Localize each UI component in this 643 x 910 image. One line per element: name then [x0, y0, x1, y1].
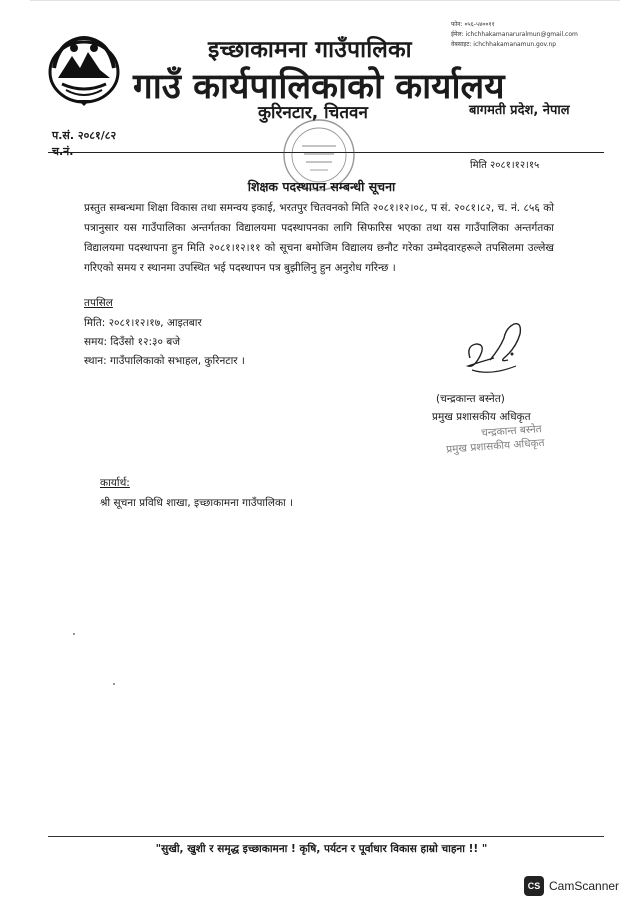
page-top-edge	[30, 0, 620, 7]
signatory-name: (चन्द्रकान्त बस्नेत)	[436, 393, 505, 405]
office-name: इच्छाकामना गाउँपालिका	[208, 37, 412, 63]
cc-recipient: श्री सूचना प्रविधि शाखा, इच्छाकामना गाउँपालिका ।	[100, 497, 294, 509]
detail-date: मिति: २०८१।१२।१७, आइतबार	[84, 317, 202, 329]
camscanner-watermark	[524, 876, 619, 896]
signatory-stamp	[445, 419, 583, 468]
notice-date: मिति २०८१।१२।१५	[470, 160, 540, 171]
scan-speck	[113, 683, 115, 685]
footer-divider	[48, 836, 604, 837]
dispatch-number: च.नं.	[52, 145, 74, 158]
camscanner-label: CamScanner	[549, 879, 620, 893]
office-location: कुरिनटार, चितवन	[258, 103, 368, 123]
stamp-post: प्रमुख प्रशासकीय अधिकृत	[445, 436, 545, 456]
contact-website: वेबसाइट: ichchhakamanamun.gov.np	[451, 41, 557, 48]
reference-number: प.सं. २०८१/८२	[52, 129, 117, 142]
cc-label: कार्यार्थ:	[100, 477, 130, 489]
signatory-post: प्रमुख प्रशासकीय अधिकृत	[432, 411, 531, 423]
notice-heading: शिक्षक पदस्थापन सम्बन्धी सूचना	[247, 179, 396, 194]
detail-place: स्थान: गाउँपालिकाको सभाहल, कुरिनटार ।	[84, 355, 245, 367]
scan-speck	[73, 633, 75, 635]
footer-slogan: "सुखी, खुशी र समृद्ध इच्छाकामना ! कृषि, पर्यटन र पूर्वाधार विकास हाम्रो चाहना !! "	[155, 843, 488, 855]
contact-block	[451, 20, 578, 50]
office-title: गाउँ कार्यपालिकाको कार्यालय	[133, 67, 505, 107]
nepal-emblem-icon	[44, 28, 124, 108]
details-label: तपसिल	[84, 297, 113, 309]
camscanner-icon: CS	[524, 876, 544, 896]
stamp-name: चन्द्रकान्त बस्नेत	[480, 423, 543, 440]
contact-phone: फोन: ०५६-५४००११	[451, 21, 495, 28]
contact-email: ईमेल: ichchhakamanaruralmun@gmail.com	[451, 31, 578, 38]
detail-time: समय: दिउँसो १२:३० बजे	[84, 336, 181, 348]
notice-body: प्रस्तुत सम्बन्धमा शिक्षा विकास तथा समन्वय इकाई, भरतपुर चितवनको मिति २०८१।१२।०८, प सं. २०८१।८२, च. नं. ८५६ को पत्रानुसार यस गाउँपालिका अन्तर्गतका विद्यालयमा पदस्थापनका लागि सिफारिस भएका तथा यस गाउँपालिका अन्तर्गतका विद्यालयमा पदस्थापना हुन मिति २०८१।१२।११ को सूचना बमोजिम विद्यालय छनौट गरेका उम्मेदवारहरूले तपसिलमा उल्लेख गरिएको समय र स्थानमा उपस्थित भई पदस्थापन पत्र बुझीलिनु हुन अनुरोध गरिन्छ ।	[84, 202, 554, 274]
province-label: बागमती प्रदेश, नेपाल	[469, 103, 570, 118]
handwritten-signature	[460, 318, 540, 386]
